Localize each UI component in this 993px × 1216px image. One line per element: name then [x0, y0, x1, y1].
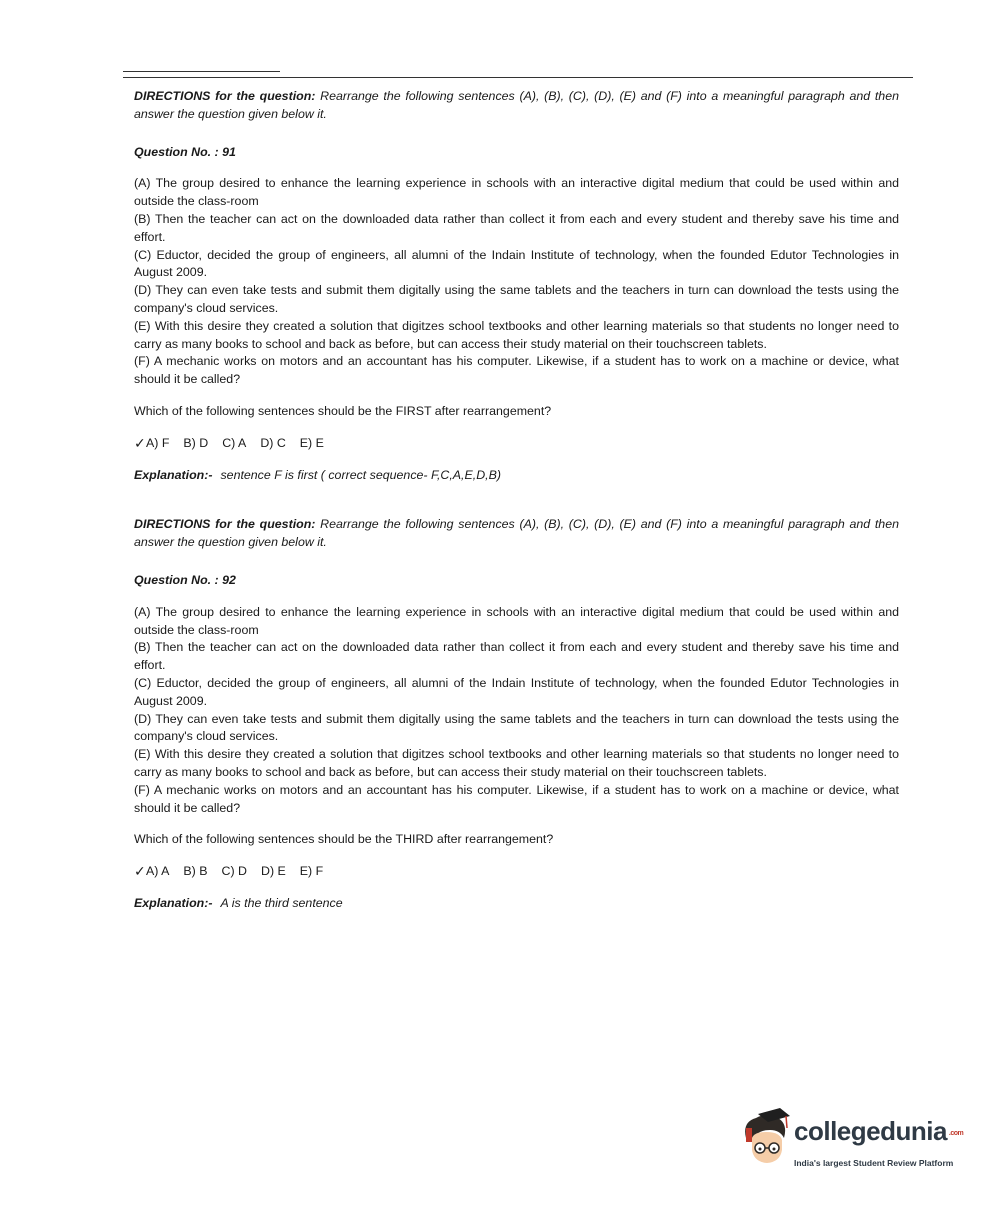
header-rule-short: [123, 71, 280, 72]
sentence-c: (C) Eductor, decided the group of engineers, all alumni of the Indain Institute of technology, when the founded Edutor Technologies in August 2009.: [134, 247, 899, 280]
sentence-a: (A) The group desired to enhance the learning experience in schools with an interactive digital medium that could be used within and outside the class-room: [134, 176, 899, 209]
option-b: B) D: [183, 435, 209, 450]
correct-check-icon: ✓: [134, 434, 146, 451]
sentence-e: (E) With this desire they created a solution that digitzes school textbooks and other learning materials so that students no longer need to carry as many books to school and back as before, but can access their study material on their touchscreen tablets.: [134, 747, 899, 779]
question-prompt: Which of the following sentences should be the THIRD after rearrangement?: [134, 832, 554, 847]
sentence-c: (C) Eductor, decided the group of engineers, all alumni of the Indain Institute of technology, when the founded Edutor Technologies in August 2009.: [134, 675, 899, 708]
option-b: B) B: [183, 864, 208, 879]
option-a: A) F: [146, 435, 170, 450]
directions-text: Rearrange the following sentences (A), (B), (C), (D), (E) and (F) into a meaningful paragraph and then answer the question given below it.: [134, 517, 899, 550]
sentence-f: (F) A mechanic works on motors and an accountant has his computer. Likewise, if a student has to work on a machine or device, what should it be called?: [134, 354, 899, 387]
sentence-d: (D) They can even take tests and submit them digitally using the same tablets and the teachers in turn can download the tests using the company's cloud services.: [134, 283, 899, 315]
answer-options: [134, 435, 899, 453]
sentence-f: (F) A mechanic works on motors and an accountant has his computer. Likewise, if a student has to work on a machine or device, what should it be called?: [134, 782, 899, 815]
option-c: C) A: [222, 435, 247, 450]
option-d: D) C: [260, 435, 286, 450]
sentence-e: (E) With this desire they created a solution that digitzes school textbooks and other learning materials so that students no longer need to carry as many books to school and back as before, but can access their study material on their touchscreen tablets.: [134, 318, 899, 351]
directions-text: Rearrange the following sentences (A), (B), (C), (D), (E) and (F) into a meaningful paragraph and then answer the question given below it.: [134, 89, 899, 121]
answer-options: [134, 863, 899, 881]
option-c: C) D: [221, 864, 247, 879]
sentence-b: (B) Then the teacher can act on the downloaded data rather than collect it from each and every student and thereby save his time and effort.: [134, 640, 899, 673]
student-mascot-icon: [740, 1108, 792, 1170]
logo-suffix: .com: [948, 1129, 964, 1137]
option-a: A) A: [146, 864, 170, 879]
option-e: E) E: [299, 435, 324, 450]
logo-wordmark: [794, 1116, 963, 1147]
explanation: [134, 467, 899, 485]
correct-check-icon: ✓: [134, 863, 146, 880]
question-number: Question No. : 91: [134, 144, 236, 159]
question-prompt: Which of the following sentences should be the FIRST after rearrangement?: [134, 403, 552, 418]
sentence-d: (D) They can even take tests and submit them digitally using the same tablets and the teachers in turn can download the tests using the company's cloud services.: [134, 711, 899, 744]
directions: [134, 88, 899, 124]
question-number: Question No. : 92: [134, 572, 236, 587]
header-rule: [123, 77, 913, 78]
question-block-91: [134, 88, 899, 484]
explanation-text: A is the third sentence: [220, 895, 343, 910]
logo-tagline: India's largest Student Review Platform: [794, 1158, 954, 1168]
option-d: D) E: [261, 864, 286, 879]
question-block-92: [134, 516, 899, 912]
directions-label: DIRECTIONS for the question:: [134, 89, 316, 103]
explanation: [134, 895, 899, 913]
collegedunia-logo[interactable]: [740, 1108, 964, 1178]
directions: [134, 516, 899, 552]
explanation-label: Explanation:-: [134, 467, 213, 482]
sentence-a: (A) The group desired to enhance the learning experience in schools with an interactive digital medium that could be used within and outside the class-room: [134, 604, 899, 637]
sentence-b: (B) Then the teacher can act on the downloaded data rather than collect it from each and every student and thereby save his time and effort.: [134, 211, 899, 244]
logo-name: collegedunia: [794, 1116, 947, 1146]
explanation-label: Explanation:-: [134, 895, 213, 910]
page-content: [134, 88, 899, 913]
directions-label: DIRECTIONS for the question:: [134, 517, 316, 532]
option-e: E) F: [299, 864, 324, 879]
explanation-text: sentence F is first ( correct sequence- F,C,A,E,D,B): [220, 467, 501, 482]
